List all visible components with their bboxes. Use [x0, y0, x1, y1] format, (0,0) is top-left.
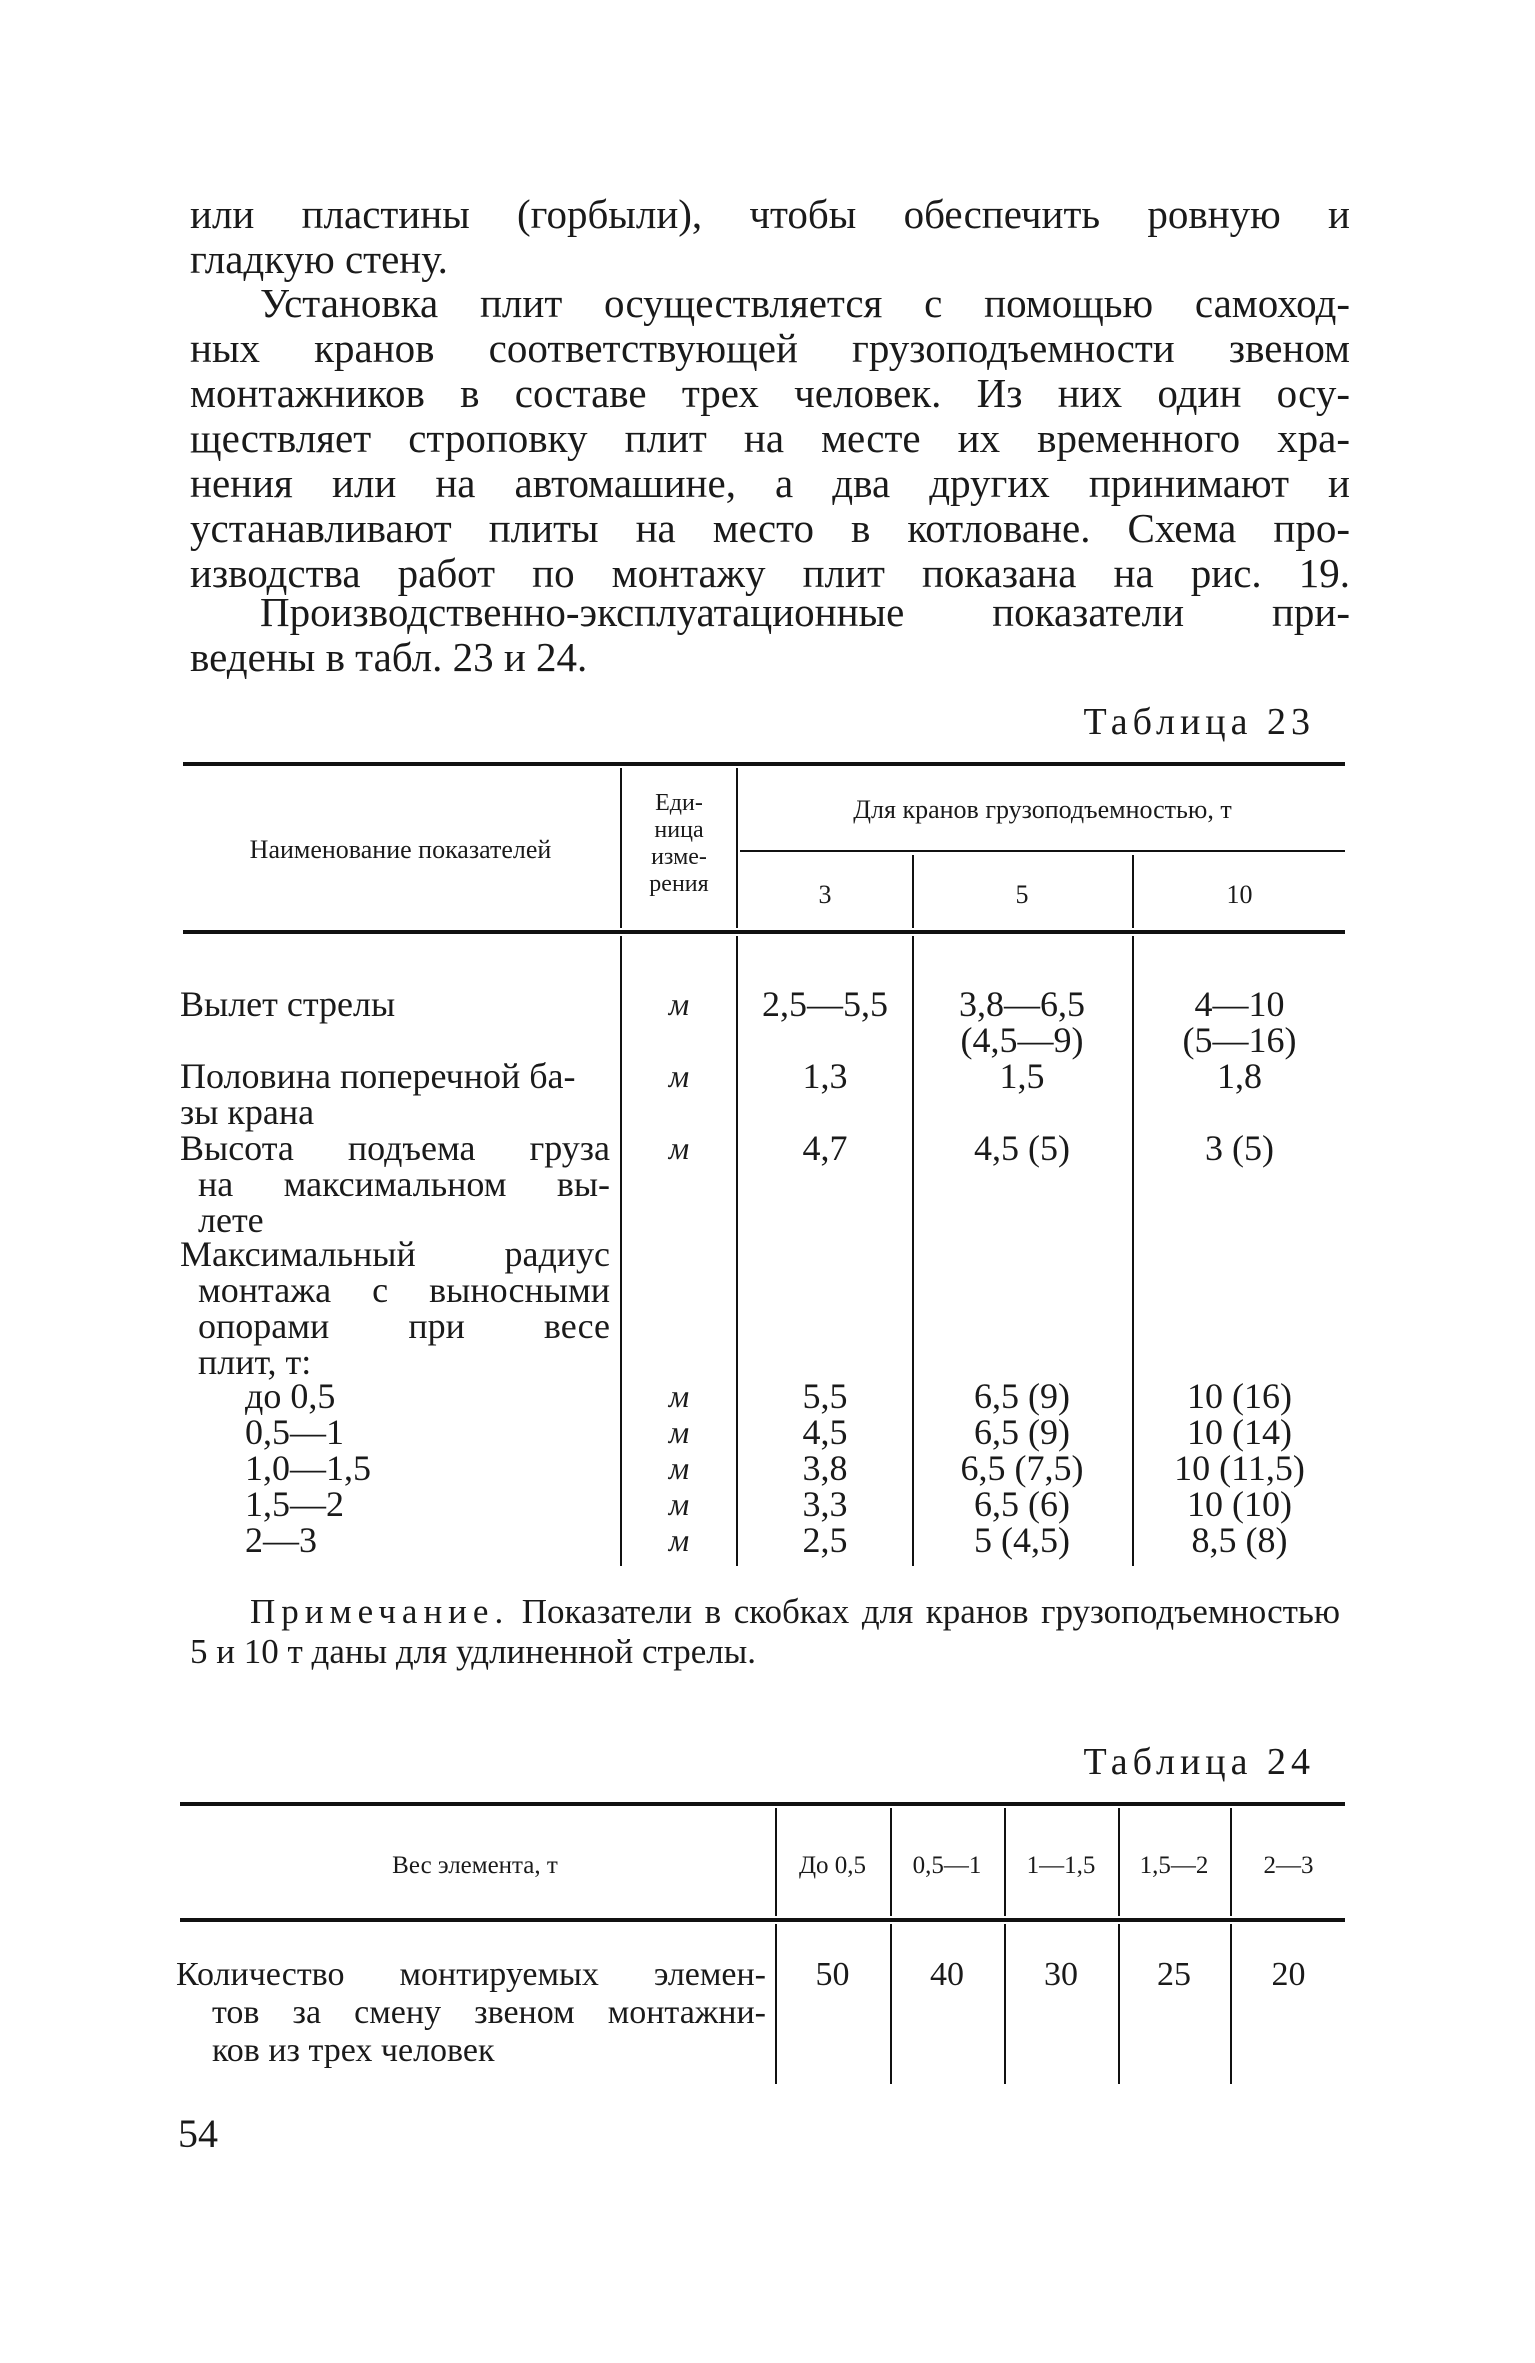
body-divider — [1230, 1924, 1232, 2084]
row-value-3: 5,5 — [802, 1376, 848, 1416]
row-name: до 0,5 — [245, 1376, 336, 1416]
header-weight: Вес элемента, т — [392, 1852, 558, 1879]
value-line: 4—10 — [1194, 984, 1285, 1024]
paragraph-line: ведены в табл. 23 и 24. — [190, 634, 588, 680]
value-line: 3,8—6,5 — [959, 984, 1085, 1024]
value-line: (5—16) — [1182, 1020, 1297, 1060]
paragraph-line: или пластины (горбыли), чтобы обеспечить ровную и — [190, 191, 1350, 237]
body-divider — [1004, 1924, 1006, 2084]
row-name: 1,0—1,5 — [245, 1448, 371, 1488]
row-unit: м — [668, 1414, 690, 1450]
header-col-4: 1,5—2 — [1139, 1852, 1209, 1879]
paragraph-line: нения или на автомашине, а два других принимают и — [190, 460, 1350, 506]
row-value-10: 10 (16) — [1187, 1376, 1292, 1416]
row-name-line: монтажа с выносными — [198, 1270, 610, 1310]
row-value-4: 25 — [1157, 1956, 1191, 1993]
row-value-5: 4,5 (5) — [974, 1128, 1070, 1168]
header-unit-line: изме- — [651, 844, 707, 870]
row-value-10: 8,5 (8) — [1191, 1520, 1288, 1560]
header-unit-line: рения — [649, 871, 709, 897]
body-divider — [890, 1924, 892, 2084]
row-name — [180, 1058, 610, 1130]
paragraph-line: Установка плит осуществляется с помощью самоход- — [260, 280, 1350, 326]
header-name-col: Наименование показателей — [249, 835, 552, 864]
row-name — [176, 1956, 766, 2070]
header-col-5: 2—3 — [1263, 1852, 1314, 1879]
row-name-line: ков из трех человек — [212, 2032, 495, 2069]
row-value-5: 5 (4,5) — [974, 1520, 1070, 1560]
note-label: Примечание. — [250, 1592, 510, 1631]
paragraph-3 — [190, 590, 1350, 680]
row-value-3: 2,5 — [802, 1520, 848, 1560]
row-value-3: 1,3 — [802, 1056, 848, 1096]
row-value-3: 30 — [1044, 1956, 1078, 1993]
row-name-line: Максимальный радиус — [180, 1234, 610, 1274]
row-unit: м — [668, 1130, 690, 1166]
row-value-5: 1,5 — [999, 1056, 1045, 1096]
row-name-line: Высота подъема груза — [180, 1128, 610, 1168]
row-name-line: зы крана — [180, 1092, 315, 1132]
header-col-3: 1—1,5 — [1026, 1852, 1096, 1879]
row-value-10: 3 (5) — [1205, 1128, 1274, 1168]
body-divider — [620, 936, 622, 1566]
row-name: 0,5—1 — [245, 1412, 344, 1452]
row-unit: м — [668, 1058, 690, 1094]
paragraph-1 — [190, 192, 1350, 282]
body-divider — [775, 1924, 777, 2084]
paragraph-line: Производственно-эксплуатационные показатели при- — [260, 589, 1350, 635]
paragraph-2 — [190, 281, 1350, 596]
table-top-rule — [183, 762, 1345, 766]
note-text: Показатели в скобках для кранов грузоподъемностью 5 и 10 т даны для удлиненной стрелы. — [190, 1592, 1341, 1671]
header-unit-line: Еди- — [655, 790, 703, 816]
header-col-1: До 0,5 — [798, 1852, 867, 1879]
value-line: (4,5—9) — [960, 1020, 1084, 1060]
paragraph-line: ных кранов соответствующей грузоподъемности звеном — [190, 325, 1350, 371]
row-value-10: 10 (11,5) — [1174, 1448, 1305, 1488]
row-unit: м — [668, 1450, 690, 1486]
row-value-5: 6,5 (9) — [974, 1376, 1070, 1416]
row-unit: м — [668, 986, 690, 1022]
paragraph-line: устанавливают плиты на место в котловане. Схема про- — [190, 505, 1350, 551]
header-unit-col — [624, 790, 734, 898]
header-capacity-3: 3 — [818, 880, 832, 909]
row-value-10 — [1134, 986, 1345, 1058]
table-top-rule — [180, 1802, 1345, 1806]
row-value-2: 40 — [930, 1956, 964, 1993]
table-group-rule — [740, 850, 1345, 852]
page-number: 54 — [178, 2111, 218, 2156]
table-header-rule — [183, 930, 1345, 934]
paragraph-line: монтажников в составе трех человек. Из них один осу- — [190, 370, 1350, 416]
row-unit: м — [668, 1378, 690, 1414]
row-name-line: лете — [198, 1200, 264, 1240]
row-name: 1,5—2 — [245, 1484, 344, 1524]
header-divider — [620, 768, 622, 928]
paragraph-line: изводства работ по монтажу плит показана на рис. 19. — [190, 550, 1350, 596]
row-value-5: 6,5 (7,5) — [960, 1448, 1084, 1488]
row-value-5: 20 — [1271, 1956, 1306, 1993]
table-23-caption: Таблица 23 — [1083, 701, 1315, 743]
row-value-3: 2,5—5,5 — [762, 984, 888, 1024]
row-name-line: Количество монтируемых элемен- — [176, 1956, 766, 1993]
body-divider — [1118, 1924, 1120, 2084]
header-capacity-5: 5 — [1015, 880, 1029, 909]
row-name-line: опорами при весе — [198, 1306, 610, 1346]
row-value-10: 10 (10) — [1187, 1484, 1292, 1524]
row-value-10: 10 (14) — [1187, 1412, 1292, 1452]
row-name-line: на максимальном вы- — [198, 1164, 610, 1204]
header-divider — [736, 768, 738, 928]
row-name-line: плит, т: — [198, 1342, 312, 1382]
row-name: Вылет стрелы — [180, 984, 396, 1024]
paragraph-line: ществляет строповку плит на месте их временного хра- — [190, 415, 1350, 461]
table-24-caption: Таблица 24 — [1083, 1741, 1315, 1783]
header-group: Для кранов грузоподъемностью, т — [853, 795, 1232, 824]
row-value-5: 6,5 (9) — [974, 1412, 1070, 1452]
body-divider — [736, 936, 738, 1566]
row-name — [180, 1130, 610, 1238]
row-value-5: 6,5 (6) — [974, 1484, 1070, 1524]
row-unit: м — [668, 1486, 690, 1522]
row-unit: м — [668, 1522, 690, 1558]
row-value-1: 50 — [815, 1956, 850, 1993]
header-capacity-10: 10 — [1226, 880, 1253, 909]
row-name-line: Половина поперечной ба- — [180, 1056, 576, 1096]
row-value-10: 1,8 — [1217, 1056, 1262, 1096]
paragraph-line: гладкую стену. — [190, 236, 448, 282]
row-name: 2—3 — [245, 1520, 317, 1560]
header-unit-line: ница — [654, 817, 704, 843]
table-23-note — [190, 1592, 1340, 1672]
row-value-3: 4,7 — [802, 1128, 848, 1168]
header-col-2: 0,5—1 — [912, 1852, 982, 1879]
row-name — [180, 1236, 610, 1380]
row-value-3: 4,5 — [802, 1412, 848, 1452]
table-header-rule — [180, 1918, 1345, 1922]
row-value-5 — [914, 986, 1130, 1058]
row-value-3: 3,3 — [802, 1484, 848, 1524]
row-value-3: 3,8 — [802, 1448, 848, 1488]
row-name-line: тов за смену звеном монтажни- — [212, 1994, 766, 2031]
